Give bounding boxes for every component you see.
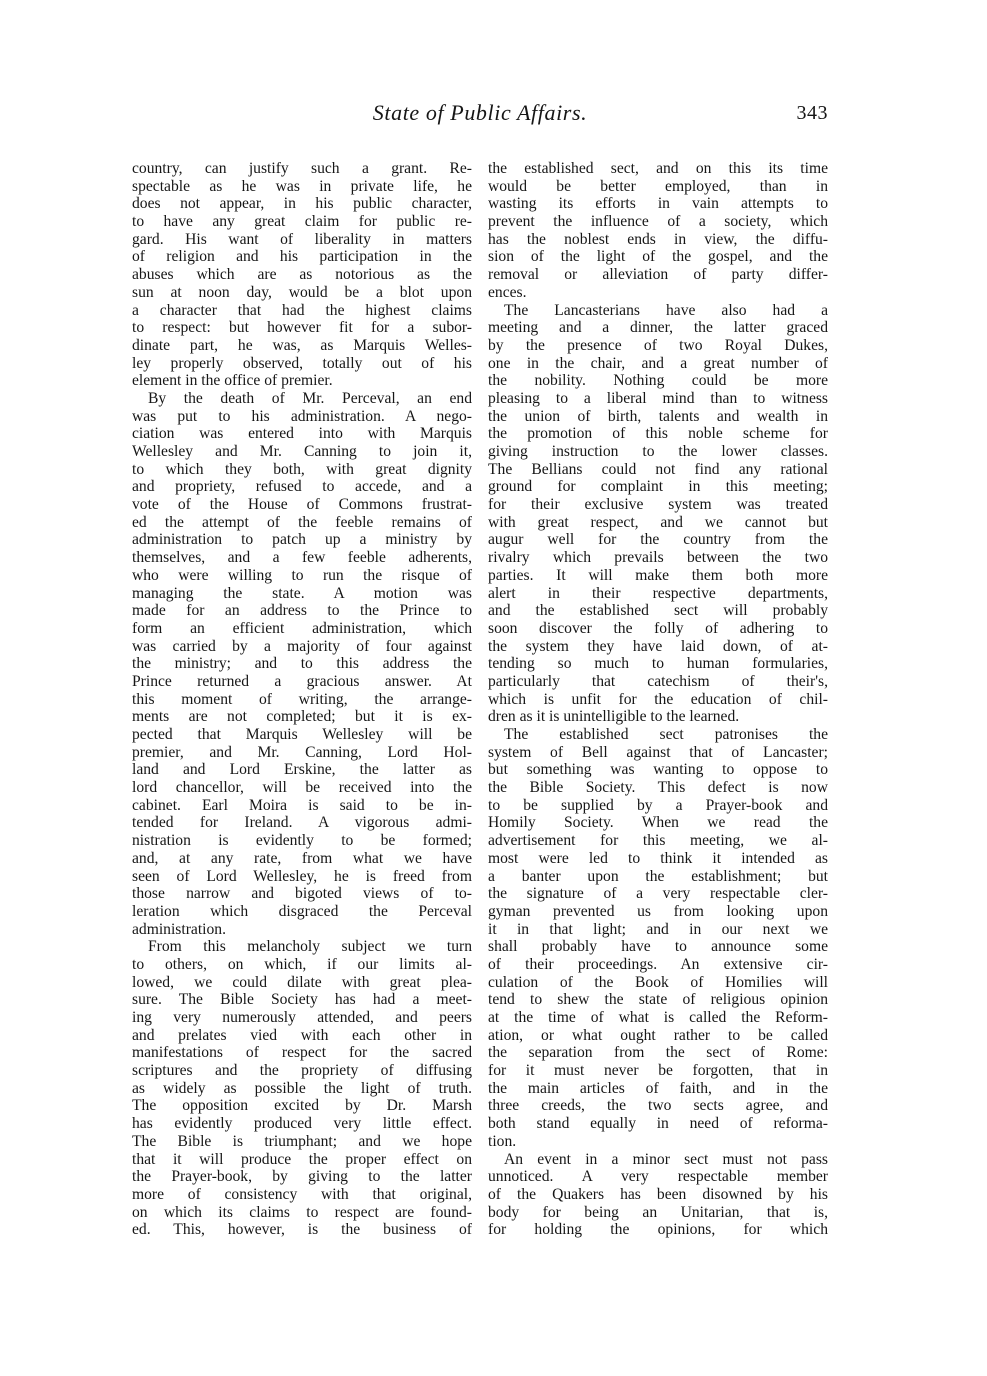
text-line: the ministry; and to this address the (132, 655, 472, 673)
text-line: tending so much to human formularies, (488, 655, 828, 673)
text-line: prevent the influence of a society, which (488, 213, 828, 231)
text-line: the promotion of this noble scheme for (488, 425, 828, 443)
text-line: was put to his administration. A nego- (132, 407, 472, 425)
text-line: ed. This, however, is the business of (132, 1221, 472, 1239)
text-line: The Bellians could not find any rational (488, 460, 828, 478)
running-title: State of Public Affairs. (372, 100, 588, 125)
text-line: ments are not completed; but it is ex- (132, 708, 472, 726)
text-line: themselves, and a few feeble adherents, (132, 549, 472, 567)
text-line: tended for Ireland. A vigorous admi- (132, 814, 472, 832)
text-line: gyman prevented us from looking upon (488, 902, 828, 920)
text-line: Wellesley and Mr. Canning to join it, (132, 443, 472, 460)
text-line: with great respect, and we cannot but (488, 513, 828, 531)
text-line: to be supplied by a Prayer-book and (488, 796, 828, 814)
text-line: dren as it is unintelligible to the learned. (488, 708, 740, 726)
text-line: three creeds, the two sects agree, and (488, 1097, 828, 1115)
text-line: tend to shew the state of religious opinion (488, 991, 828, 1009)
text-line: system of Bell against that of Lancaster; (488, 743, 828, 761)
text-line: at the time of what is called the Reform- (488, 1009, 828, 1026)
text-line: wasting its efforts in vain attempts to (488, 195, 828, 213)
text-line: pleasing to a liberal mind than to witness (488, 389, 828, 407)
text-line: An event in a minor sect must not pass (504, 1150, 828, 1168)
text-line: ed the attempt of the feeble remains of (132, 513, 472, 531)
text-line: does not appear, in his public character, (132, 195, 472, 213)
running-head (132, 96, 828, 130)
text-column-right (488, 160, 828, 1239)
text-line: sun at noon day, would be a blot upon (132, 283, 472, 301)
text-line: sure. The Bible Society has had a meet- (132, 991, 472, 1009)
text-line: administration to patch up a ministry by (132, 531, 472, 549)
text-line: but something was wanting to oppose to (488, 761, 828, 779)
text-line: lord chancellor, will be received into the (132, 779, 472, 797)
text-line: augur well for the country from the (488, 531, 828, 549)
text-line: rivalry which prevails between the two (488, 549, 828, 567)
text-line: ground for complaint in this meeting; (488, 478, 828, 496)
text-column-left (132, 160, 472, 1239)
text-line: for their exclusive system was treated (488, 496, 828, 514)
text-line: pected that Marquis Wellesley will be (132, 726, 472, 743)
text-line: which is unfit for the education of chil- (488, 690, 828, 708)
text-line: ences. (488, 283, 527, 301)
text-line: shall probably have to announce some (488, 938, 828, 956)
text-line: body for being an Unitarian, that is, (488, 1203, 828, 1221)
text-line: alert in their respective departments, (488, 584, 828, 602)
text-line: for holding the opinions, for which (488, 1221, 828, 1239)
text-line: premier, and Mr. Canning, Lord Hol- (132, 743, 472, 761)
text-line: and propriety, refused to accede, and a (132, 478, 472, 496)
text-line: ley properly observed, totally out of his (132, 354, 472, 372)
text-line: leration which disgraced the Perceval (132, 902, 472, 920)
text-line: one in the chair, and a great number of (488, 354, 828, 372)
text-line: lowed, we could dilate with great plea- (132, 973, 472, 991)
text-line: of religion and his participation in the (132, 248, 472, 266)
text-line: a banter upon the establishment; but (488, 867, 828, 885)
text-line: the signature of a very respectable cler- (488, 885, 828, 903)
text-line: culation of the Book of Homilies will (488, 973, 828, 991)
text-line: the union of birth, talents and wealth in (488, 407, 828, 425)
text-line: nistration is evidently to be formed; (132, 832, 472, 850)
text-line: the Prayer-book, by giving to the latter (132, 1168, 472, 1186)
text-line: that it will produce the proper effect on (132, 1150, 472, 1168)
page-number: 343 (796, 102, 828, 124)
text-line: parties. It will make them both more (488, 566, 828, 584)
text-line: giving instruction to the lower classes. (488, 443, 828, 460)
text-line: to others, on which, if our limits al- (132, 955, 472, 973)
text-line: The Lancasterians have also had a (504, 301, 828, 319)
text-line: ciation was entered into with Marquis (132, 425, 472, 443)
text-line: The opposition excited by Dr. Marsh (132, 1097, 472, 1115)
text-line: and the established sect will probably (488, 602, 828, 620)
text-line: scriptures and the propriety of diffusing (132, 1062, 472, 1080)
text-line: particularly that catechism of their's, (488, 672, 828, 690)
text-line: of the Quakers has been disowned by his (488, 1185, 828, 1203)
text-line: vote of the House of Commons frustrat- (132, 496, 472, 514)
text-line: those narrow and bigoted views of to- (132, 885, 472, 903)
text-line: who were willing to run the risque of (132, 566, 472, 584)
text-line: both stand equally in need of reforma- (488, 1115, 828, 1133)
text-line: The Bible is triumphant; and we hope (132, 1132, 472, 1150)
text-line: abuses which are as notorious as the (132, 266, 472, 284)
text-line: seen of Lord Wellesley, he is freed from (132, 867, 472, 885)
text-line: manifestations of respect for the sacred (132, 1044, 472, 1062)
text-line: The established sect patronises the (504, 726, 828, 743)
text-line: the system they have laid down, of at- (488, 637, 828, 655)
text-line: spectable as he was in private life, he (132, 177, 472, 195)
text-line: removal or alleviation of party differ- (488, 266, 828, 284)
text-line: From this melancholy subject we turn (148, 938, 472, 956)
text-line: Prince returned a gracious answer. At (132, 672, 472, 690)
text-line: unnoticed. A very respectable member (488, 1168, 828, 1186)
text-line: cabinet. Earl Moira is said to be in- (132, 796, 472, 814)
text-line: the separation from the sect of Rome: (488, 1044, 828, 1062)
text-line: the nobility. Nothing could be more (488, 372, 828, 390)
text-line: by the presence of two Royal Dukes, (488, 336, 828, 354)
text-line: to which they both, with great dignity (132, 460, 472, 478)
text-line: tion. (488, 1132, 517, 1150)
text-line: dinate part, he was, as Marquis Welles- (132, 336, 472, 354)
text-line: on which its claims to respect are found- (132, 1203, 472, 1221)
text-line: to respect: but however fit for a subor- (132, 319, 472, 337)
text-line: sion of the light of the gospel, and the (488, 248, 828, 266)
text-line: form an efficient administration, which (132, 619, 472, 637)
text-line: Homily Society. When we read the (488, 814, 828, 832)
text-line: would be better employed, than in (488, 177, 828, 195)
text-line: this moment of writing, the arrange- (132, 690, 472, 708)
text-line: soon discover the folly of adhering to (488, 619, 828, 637)
text-line: ing very numerously attended, and peers (132, 1009, 472, 1026)
text-line: for it must never be forgotten, that in (488, 1062, 828, 1080)
text-line: meeting and a dinner, the latter graced (488, 319, 828, 337)
text-line: By the death of Mr. Perceval, an end (148, 389, 472, 407)
text-line: the established sect, and on this its time (488, 160, 828, 177)
text-line: managing the state. A motion was (132, 584, 472, 602)
text-line: made for an address to the Prince to (132, 602, 472, 620)
text-line: administration. (132, 920, 226, 938)
text-line: gard. His want of liberality in matters (132, 230, 472, 248)
text-line: a character that had the highest claims (132, 301, 472, 319)
text-line: advertisement for this meeting, we al- (488, 832, 828, 850)
text-line: was carried by a majority of four against (132, 637, 472, 655)
text-line: ation, or what ought rather to be called (488, 1026, 828, 1044)
text-line: country, can justify such a grant. Re- (132, 160, 472, 177)
text-line: of their proceedings. An extensive cir- (488, 955, 828, 973)
text-line: the main articles of faith, and in the (488, 1079, 828, 1097)
text-line: to have any great claim for public re- (132, 213, 472, 231)
text-line: the Bible Society. This defect is now (488, 779, 828, 797)
text-line: has evidently produced very little effect. (132, 1115, 472, 1133)
text-line: it in that light; and in our next we (488, 920, 828, 938)
text-line: most were led to think it intended as (488, 849, 828, 867)
text-line: element in the office of premier. (132, 372, 333, 390)
text-line: as widely as possible the light of truth. (132, 1079, 472, 1097)
text-line: more of consistency with that original, (132, 1185, 472, 1203)
text-line: and prelates vied with each other in (132, 1026, 472, 1044)
text-line: land and Lord Erskine, the latter as (132, 761, 472, 779)
text-line: has the noblest ends in view, the diffu- (488, 230, 828, 248)
text-line: and, at any rate, from what we have (132, 849, 472, 867)
